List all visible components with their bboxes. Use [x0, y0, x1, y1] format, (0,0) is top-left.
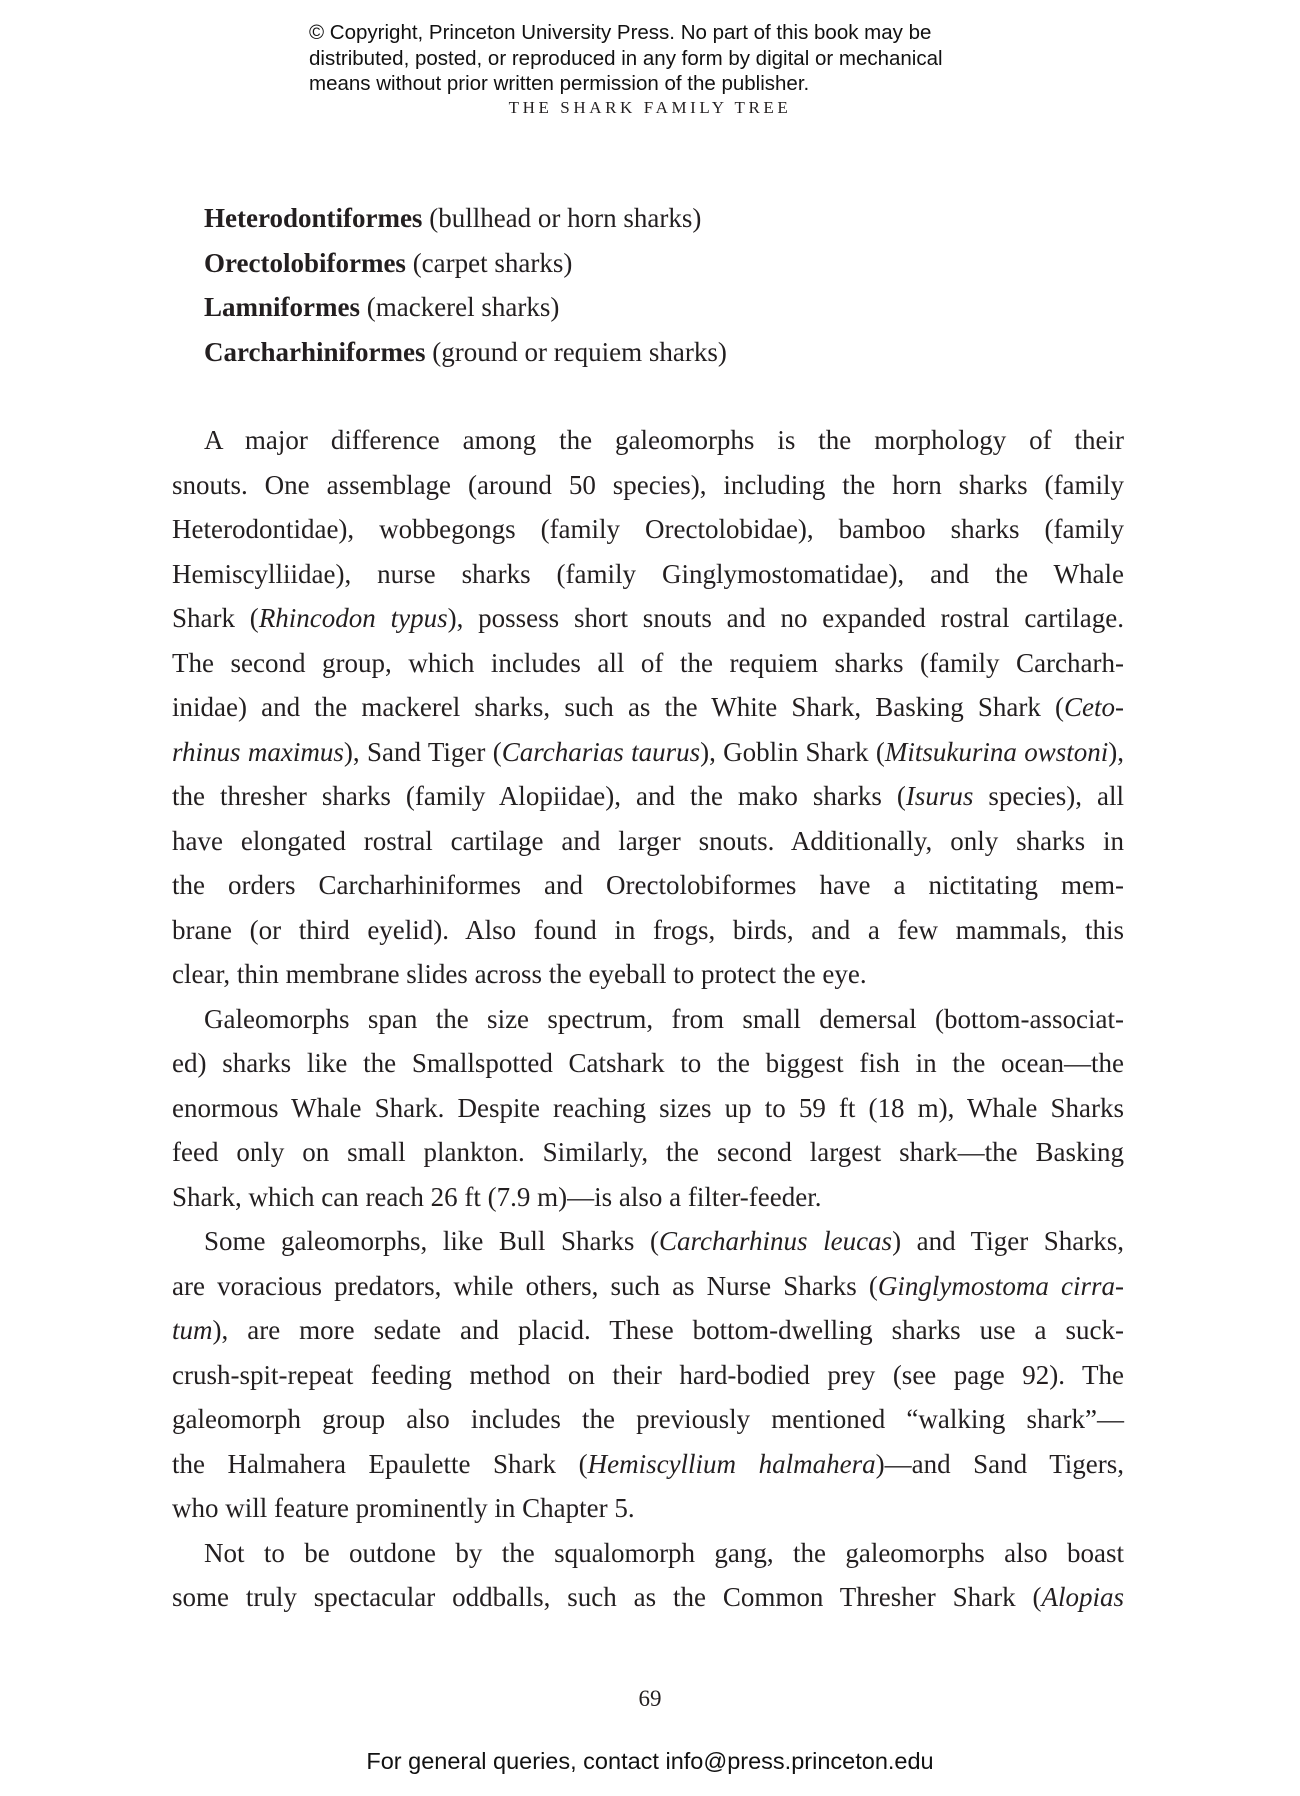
running-head: THE SHARK FAMILY TREE [508, 98, 792, 117]
text-segment: ), Goblin Shark ( [700, 736, 885, 767]
text-line [172, 952, 1124, 997]
text-segment: who will feature prominently in Chapter 5. [172, 1493, 635, 1523]
text-segment: enormous Whale Shark. Despite reaching sizes up to 59 ft (18 m), Whale Sharks [172, 1092, 1124, 1123]
text-line [172, 863, 1124, 908]
text-line [172, 1175, 1124, 1220]
order-row [204, 285, 727, 330]
order-row [204, 196, 727, 241]
order-row [204, 330, 727, 375]
text-line [172, 1397, 1124, 1442]
text-segment: ed) sharks like the Smallspotted Catshark to the biggest fish in the ocean—the [172, 1048, 1124, 1078]
text-segment: snouts. One assemblage (around 50 species), including the horn sharks (family [172, 469, 1124, 500]
order-name: Orectolobiformes [204, 247, 406, 278]
text-line [172, 1531, 1124, 1576]
text-segment: A major difference among the galeomorphs is the morphology of their [204, 425, 1124, 455]
order-name: Carcharhiniformes [204, 336, 426, 367]
text-segment: brane (or third eyelid). Also found in frogs, birds, and a few mammals, this [172, 914, 1124, 945]
text-segment: Heterodontidae), wobbegongs (family Orectolobidae), bamboo sharks (family [172, 514, 1124, 544]
italic-species-name: Alopias [1041, 1582, 1124, 1612]
text-segment: the orders Carcharhiniformes and Orectolobiformes have a nictitating mem- [172, 870, 1124, 900]
text-segment: The second group, which includes all of the requiem sharks (family Carcharh- [172, 647, 1124, 678]
text-segment: )—and Sand Tigers, [875, 1448, 1124, 1479]
text-line [172, 1442, 1124, 1487]
text-segment: feed only on small plankton. Similarly, the second largest shark—the Basking [172, 1137, 1124, 1167]
text-line [172, 1353, 1124, 1398]
copyright-line: © Copyright, Princeton University Press. No part of this book may be [309, 21, 932, 44]
text-segment: Shark, which can reach 26 ft (7.9 m)—is also a filter-feeder. [172, 1181, 822, 1212]
text-line [172, 596, 1124, 641]
text-line [172, 1575, 1124, 1620]
text-line [172, 819, 1124, 864]
text-segment: ), are more sedate and placid. These bottom-dwelling sharks use a suck- [212, 1315, 1124, 1345]
text-segment: species), all [973, 781, 1125, 811]
text-segment: Not to be outdone by the squalomorph gang, the galeomorphs also boast [204, 1537, 1124, 1568]
order-common-name: (bullhead or horn sharks) [429, 203, 702, 233]
order-common-name: (ground or requiem sharks) [432, 336, 727, 367]
italic-species-name: Hemiscyllium halmahera [587, 1448, 876, 1479]
text-line [172, 908, 1124, 953]
text-segment: Hemiscylliidae), nurse sharks (family Ginglymostomatidae), and the Whale [172, 558, 1124, 589]
order-row [204, 241, 727, 286]
text-line [172, 552, 1124, 597]
text-segment: Shark ( [172, 603, 259, 633]
text-segment: inidae) and the mackerel sharks, such as the White Shark, Basking Shark ( [172, 692, 1064, 722]
order-common-name: (mackerel sharks) [366, 292, 560, 322]
text-line [172, 641, 1124, 686]
text-line [172, 1130, 1124, 1175]
text-line [172, 685, 1124, 730]
order-common-name: (carpet sharks) [412, 247, 573, 278]
text-line [172, 418, 1124, 463]
text-segment: ), possess short snouts and no expanded rostral cartilage. [447, 603, 1124, 633]
text-segment: are voracious predators, while others, such as Nurse Sharks ( [172, 1270, 878, 1301]
text-segment: ), [1108, 736, 1125, 767]
text-line [172, 1041, 1124, 1086]
text-line [172, 730, 1124, 775]
italic-species-name: Carcharhinus leucas [659, 1226, 893, 1256]
text-line [172, 1264, 1124, 1309]
italic-species-name: Isurus [905, 781, 974, 811]
text-segment: galeomorph group also includes the previously mentioned “walking shark”— [172, 1404, 1124, 1434]
italic-species-name: tum [172, 1315, 213, 1345]
footer-contact: For general queries, contact info@press.princeton.edu [366, 1748, 934, 1774]
text-segment: have elongated rostral cartilage and larger snouts. Additionally, only sharks in [172, 825, 1124, 856]
copyright-line: distributed, posted, or reproduced in any form by digital or mechanical [309, 46, 943, 70]
text-segment: the Halmahera Epaulette Shark ( [172, 1448, 588, 1479]
text-segment: Galeomorphs span the size spectrum, from small demersal (bottom-associat- [204, 1003, 1124, 1034]
italic-species-name: Mitsukurina owstoni [884, 736, 1109, 767]
text-segment: Some galeomorphs, like Bull Sharks ( [204, 1226, 659, 1256]
text-segment: the thresher sharks (family Alopiidae), and the mako sharks ( [172, 781, 906, 811]
text-line [172, 1486, 1124, 1531]
text-line [172, 463, 1124, 508]
page-number: 69 [638, 1686, 662, 1711]
text-segment: ) and Tiger Sharks, [892, 1226, 1124, 1256]
text-line [172, 774, 1124, 819]
italic-species-name: Rhincodon typus [258, 603, 448, 633]
italic-species-name: rhinus maximus [172, 736, 344, 767]
text-line [172, 1219, 1124, 1264]
italic-species-name: Ceto- [1064, 692, 1124, 722]
text-line [172, 997, 1124, 1042]
text-segment: crush-spit-repeat feeding method on their hard-bodied prey (see page 92). The [172, 1359, 1124, 1390]
copyright-line: means without prior written permission of the publisher. [309, 72, 810, 95]
text-line [172, 1086, 1124, 1131]
body-text [172, 418, 1124, 1620]
order-name: Lamniformes [204, 292, 360, 322]
italic-species-name: Carcharias taurus [501, 736, 701, 767]
text-line [172, 1308, 1124, 1353]
italic-species-name: Ginglymostoma cirra- [877, 1270, 1125, 1301]
text-segment: some truly spectacular oddballs, such as the Common Thresher Shark ( [172, 1582, 1042, 1612]
order-name: Heterodontiformes [204, 203, 423, 233]
shark-orders-list [204, 196, 727, 374]
text-line [172, 507, 1124, 552]
text-segment: ), Sand Tiger ( [343, 736, 502, 767]
copyright-notice [309, 20, 1069, 97]
text-segment: clear, thin membrane slides across the eyeball to protect the eye. [172, 959, 867, 989]
